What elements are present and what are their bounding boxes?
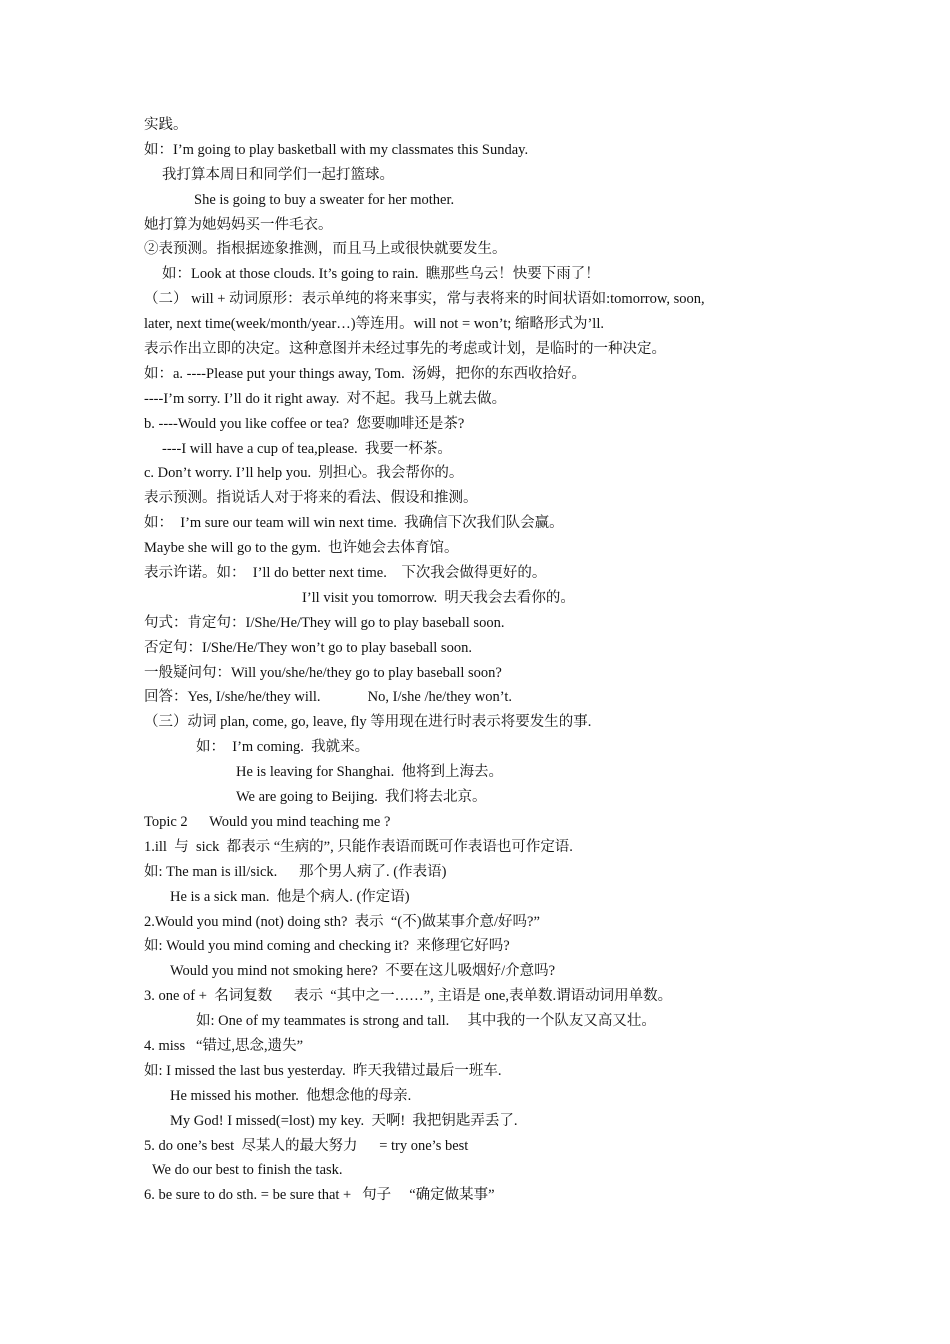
text-line: 如：Look at those clouds. It’s going to rain. 瞧那些乌云！快要下雨了！ [162,266,600,283]
text-line: b. ----Would you like coffee or tea? 您要咖啡还是茶? [144,415,465,432]
text-line: We do our best to finish the task. [152,1162,343,1179]
text-line: Would you mind not smoking here? 不要在这儿吸烟好/介意吗? [170,963,556,980]
text-line: 1.ill 与 sick 都表示 “生病的”, 只能作表语而既可作表语也可作定语. [144,838,573,855]
text-line: 如: Would you mind coming and checking it? 来修理它好吗? [144,938,510,955]
text-line: 如： I’m coming. 我就来。 [196,739,370,756]
text-line: ----I will have a cup of tea,please. 我要一杯茶。 [162,440,452,457]
text-line: 如: I missed the last bus yesterday. 昨天我错过最后一班车. [144,1062,502,1079]
text-line: （二） will + 动词原形：表示单纯的将来事实，常与表将来的时间状语如:tomorrow, soon, [144,291,705,308]
text-line: 2.Would you mind (not) doing sth? 表示 “(不)做某事介意/好吗?” [144,913,540,930]
text-line: c. Don’t worry. I’ll help you. 别担心。我会帮你的。 [144,465,464,482]
text-line: He missed his mother. 他想念他的母亲. [170,1087,412,1104]
text-line: 如：I’m going to play basketball with my classmates this Sunday. [144,141,529,158]
text-line: （三）动词 plan, come, go, leave, fly 等用现在进行时表示将要发生的事. [144,714,592,731]
text-line: 4. miss “错过,思念,遗失” [144,1037,304,1054]
text-line: ②表预测。指根据迹象推测，而且马上或很快就要发生。 [144,241,507,258]
document-text [144,113,834,1208]
text-line: He is a sick man. 他是个病人. (作定语) [170,888,410,905]
text-line: 3. one of + 名词复数 表示 “其中之一……”, 主语是 one,表单数.谓语动词用单数。 [144,988,673,1005]
text-line: She is going to buy a sweater for her mother. [194,191,455,208]
text-line: 6. be sure to do sth. = be sure that + 句子 “确定做某事” [144,1187,495,1204]
text-line: 一般疑问句：Will you/she/he/they go to play baseball soon? [144,664,502,681]
text-line: 回答：Yes, I/she/he/they will. No, I/she /he/they won’t. [144,689,512,706]
text-line: My God! I missed(=lost) my key. 天啊! 我把钥匙弄丢了. [170,1112,518,1129]
text-line: I’ll visit you tomorrow. 明天我会去看你的。 [302,589,575,606]
text-line: 表示许诺。如： I’ll do better next time. 下次我会做得更好的。 [144,565,547,582]
section-heading: Topic 2 Would you mind teaching me ? [144,813,391,830]
text-line: 表示作出立即的决定。这种意图并未经过事先的考虑或计划，是临时的一种决定。 [144,341,666,358]
text-line: 我打算本周日和同学们一起打篮球。 [162,166,394,183]
text-line: 如: One of my teammates is strong and tall. 其中我的一个队友又高又壮。 [196,1013,656,1030]
text-line: 她打算为她妈妈买一件毛衣。 [144,216,333,233]
text-line: 实践。 [144,117,188,133]
text-line: later, next time(week/month/year…)等连用。will not = won’t; 缩略形式为’ll. [144,316,604,333]
text-line: Maybe she will go to the gym. 也许她会去体育馆。 [144,540,459,557]
text-line: 如: The man is ill/sick. 那个男人病了. (作表语) [144,863,447,880]
text-line: 如：a. ----Please put your things away, Tom. 汤姆，把你的东西收拾好。 [144,365,586,382]
text-line: ----I’m sorry. I’ll do it right away. 对不起。我马上就去做。 [144,390,507,407]
text-line: 表示预测。指说话人对于将来的看法、假设和推测。 [144,490,478,507]
text-line: 句式：肯定句：I/She/He/They will go to play baseball soon. [144,614,505,631]
text-line: 如： I’m sure our team will win next time. 我确信下次我们队会赢。 [144,515,564,532]
text-line: 否定句：I/She/He/They won’t go to play baseball soon. [144,639,472,656]
text-line: We are going to Beijing. 我们将去北京。 [236,789,487,806]
text-line: He is leaving for Shanghai. 他将到上海去。 [236,764,504,781]
text-line: 5. do one’s best 尽某人的最大努力 = try one’s best [144,1137,469,1154]
